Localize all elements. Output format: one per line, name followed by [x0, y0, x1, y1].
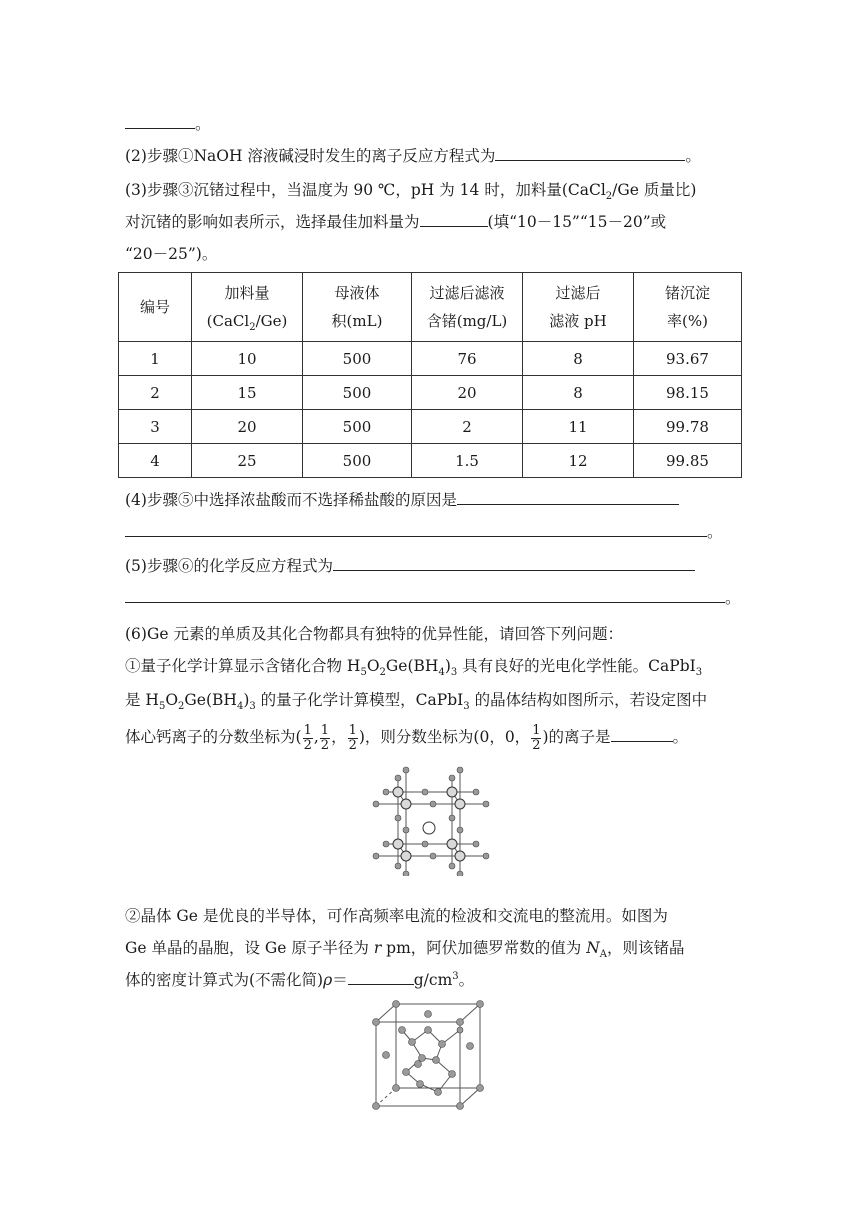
previous-answer-line: 。 [125, 114, 737, 134]
table-header: 过滤后滤液 含锗(mg/L) [412, 273, 523, 342]
question-6-2-line-1: ②晶体 Ge 是优良的半导体，可作高频率电流的检波和交流电的整流用。如图为 [125, 907, 668, 925]
question-2: (2)步骤①NaOH 溶液碱浸时发生的离子反应方程式为 。 [125, 147, 701, 165]
answer-blank-q6-2[interactable] [348, 970, 414, 985]
question-6-1-line-3: 体心钙离子的分数坐标为( $\frac{1}{2}$ , $\frac{1}{2}$ ， $\frac{1}{2}$ )，则分数坐标为(0，0， $\frac{1}{2}$ )的离子是 。 [125, 722, 689, 753]
table-header: 加料量 (CaCl$_2$/Ge) [192, 273, 303, 342]
table-row: 3 20 500 2 11 99.78 [119, 410, 742, 444]
question-6-1-line-1: ①量子化学计算显示含锗化合物 $H_5O_2Ge(BH_4)_3$ 具有良好的光电化学性能。CaPbI$_3$ [125, 657, 703, 679]
question-3-line-2: 对沉锗的影响如表所示，选择最佳加料量为 (填“10－15”“15－20”或 [125, 213, 667, 231]
question-6-2-line-3: 体的密度计算式为(不需化简)$\rho= g/cm^3$。 [125, 970, 475, 989]
capbi3-crystal-structure-figure [366, 764, 494, 876]
fraction-half: $\frac{1}{2}$ [320, 722, 330, 753]
question-5-line-2: 。 [125, 588, 737, 608]
question-6-1-line-2: 是 $H_5O_2Ge(BH_4)_3$ 的量子化学计算模型，CaPbI$_3$ 的晶体结构如图所示，若设定图中 [125, 691, 708, 713]
fraction-half: $\frac{1}{2}$ [303, 722, 312, 753]
question-4: (4)步骤⑤中选择浓盐酸而不选择稀盐酸的原因是 [125, 490, 737, 510]
answer-blank-q5[interactable] [333, 556, 695, 571]
answer-blank-q3[interactable] [420, 212, 488, 227]
question-4-line-2: 。 [125, 522, 737, 542]
fraction-half: $\frac{1}{2}$ [532, 722, 541, 753]
answer-blank-q6-1[interactable] [611, 727, 673, 742]
table-header: 锗沉淀 率(%) [634, 273, 742, 342]
answer-blank-q2[interactable] [495, 146, 685, 161]
table-row: 2 15 500 20 8 98.15 [119, 376, 742, 410]
question-3-line-1: (3)步骤③沉锗过程中，当温度为 90 ℃，pH 为 14 时，加料量(CaCl$_2$/Ge 质量比) [125, 181, 697, 203]
table-row: 1 10 500 76 8 93.67 [119, 342, 742, 376]
question-6-2-line-2: Ge 单晶的晶胞，设 Ge 原子半径为 r pm，阿伏加德罗常数的值为 $N_A$，则该锗晶 [125, 939, 685, 961]
table-header: 编号 [119, 273, 192, 342]
question-6-intro: (6)Ge 元素的单质及其化合物都具有独特的优异性能，请回答下列问题： [125, 625, 623, 643]
answer-blank-q4-cont[interactable] [125, 522, 707, 537]
table-row: 4 25 500 1.5 12 99.85 [119, 444, 742, 478]
question-5: (5)步骤⑥的化学反应方程式为 [125, 556, 737, 576]
table-header-row [119, 273, 742, 342]
answer-blank[interactable] [125, 114, 195, 129]
table-header: 过滤后 滤液 pH [523, 273, 634, 342]
data-table [118, 272, 742, 478]
answer-blank-q4[interactable] [457, 490, 679, 505]
fraction-half: $\frac{1}{2}$ [348, 722, 357, 753]
answer-blank-q5-cont[interactable] [125, 588, 725, 603]
table-header: 母液体 积(mL) [303, 273, 412, 342]
ge-unit-cell-figure [366, 1000, 494, 1110]
question-3-line-3: “20－25”)。 [125, 245, 218, 263]
